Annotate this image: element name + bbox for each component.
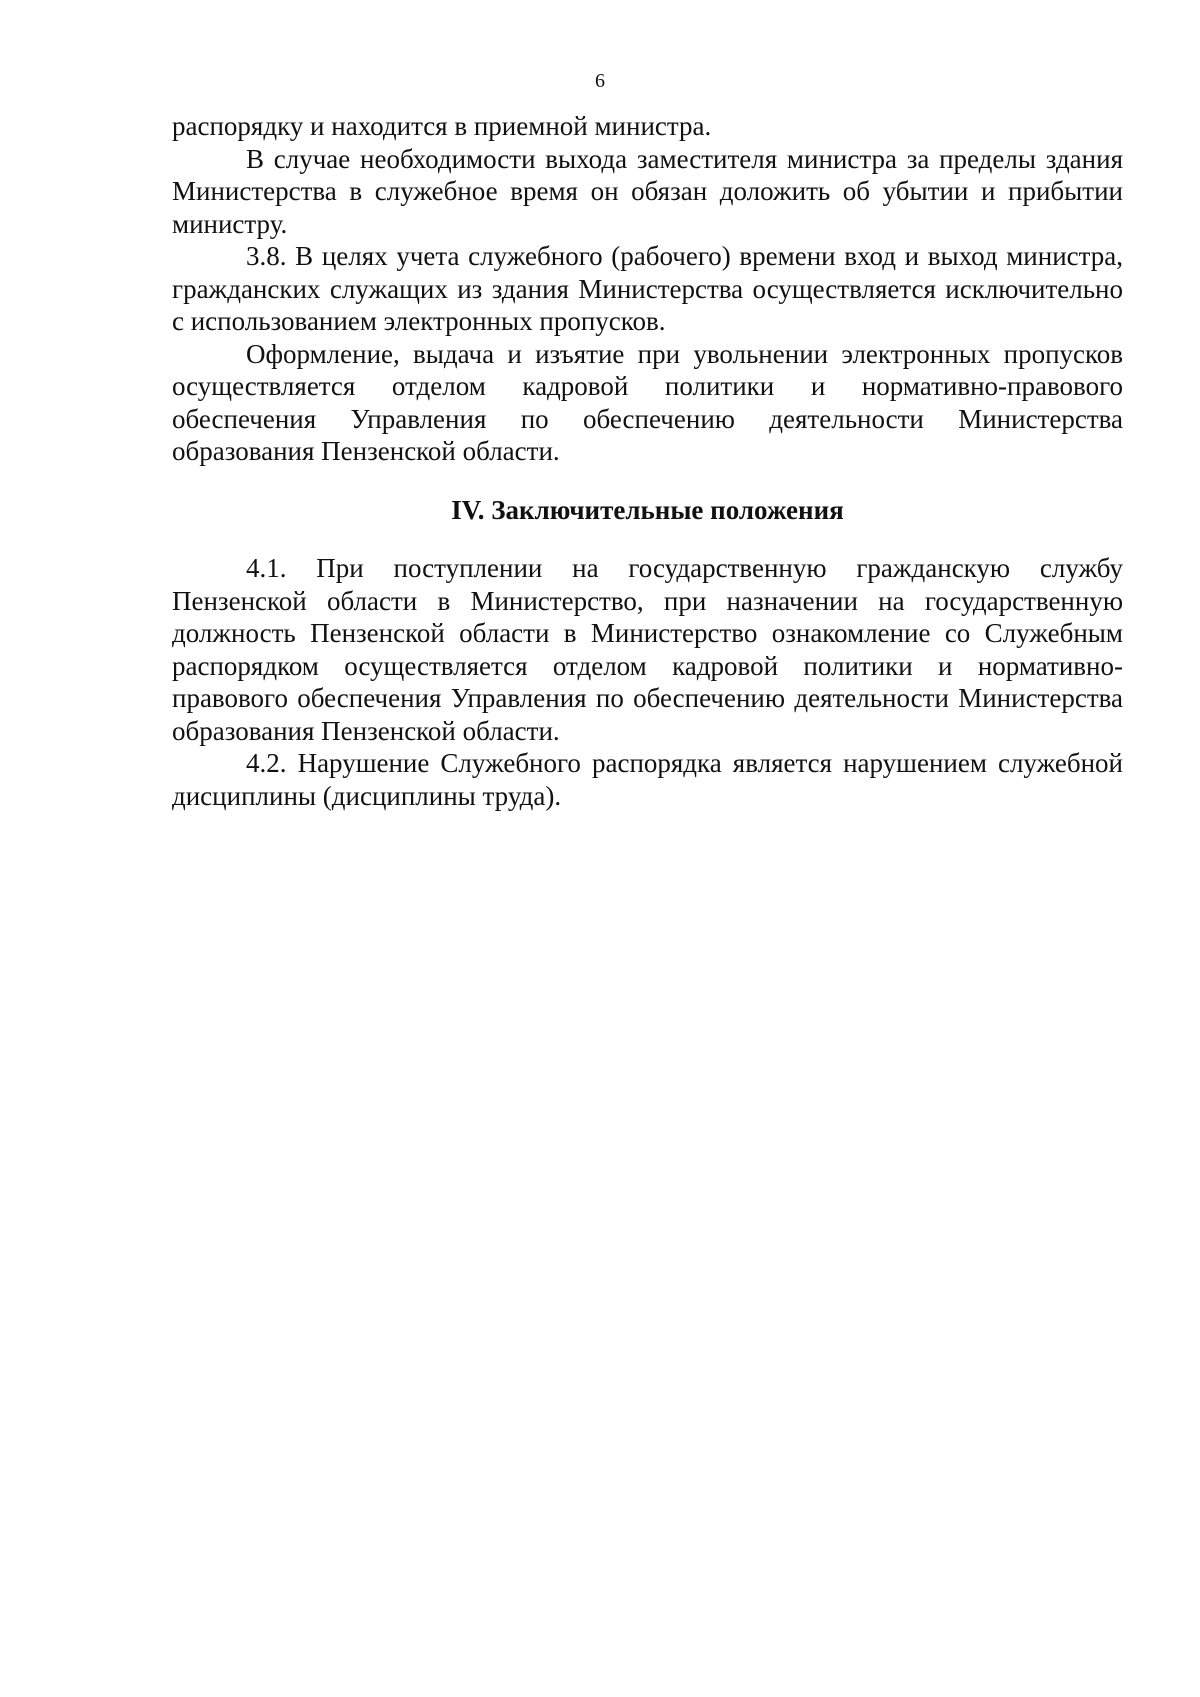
paragraph-4-2: 4.2. Нарушение Служебного распорядка является нарушением служебной дисциплины (дисциплины труда). — [172, 748, 1123, 811]
page-number: 6 — [595, 70, 605, 92]
paragraph-3-8: 3.8. В целях учета служебного (рабочего) времени вход и выход министра, гражданских служащих из здания Министерства осуществляется исключительно с использованием электронных пропусков. — [172, 241, 1123, 336]
section-heading: IV. Заключительные положения — [451, 494, 844, 525]
paragraph-deputy-exit: В случае необходимости выхода заместителя министра за пределы здания Министерства в служебное время он обязан доложить об убытии и прибытии министру. — [172, 143, 1123, 239]
paragraph-continuation: распорядку и находится в приемной министра. — [172, 111, 712, 141]
paragraph-4-1: 4.1. При поступлении на государственную гражданскую службу Пензенской области в Министерство, при назначении на государственную должность Пензенской области в Министерство ознакомление со Служебным распорядком осуществляется отделом кадровой политики и нормативно-правового обеспечения Управления по обеспечению деятельности Министерства образования Пензенской области. — [172, 553, 1123, 746]
document-body — [172, 110, 1123, 812]
paragraph-passes: Оформление, выдача и изъятие при увольнении электронных пропусков осуществляется отделом кадровой политики и нормативно-правового обеспечения Управления по обеспечению деятельности Министерства образования Пензенской области. — [172, 338, 1123, 466]
